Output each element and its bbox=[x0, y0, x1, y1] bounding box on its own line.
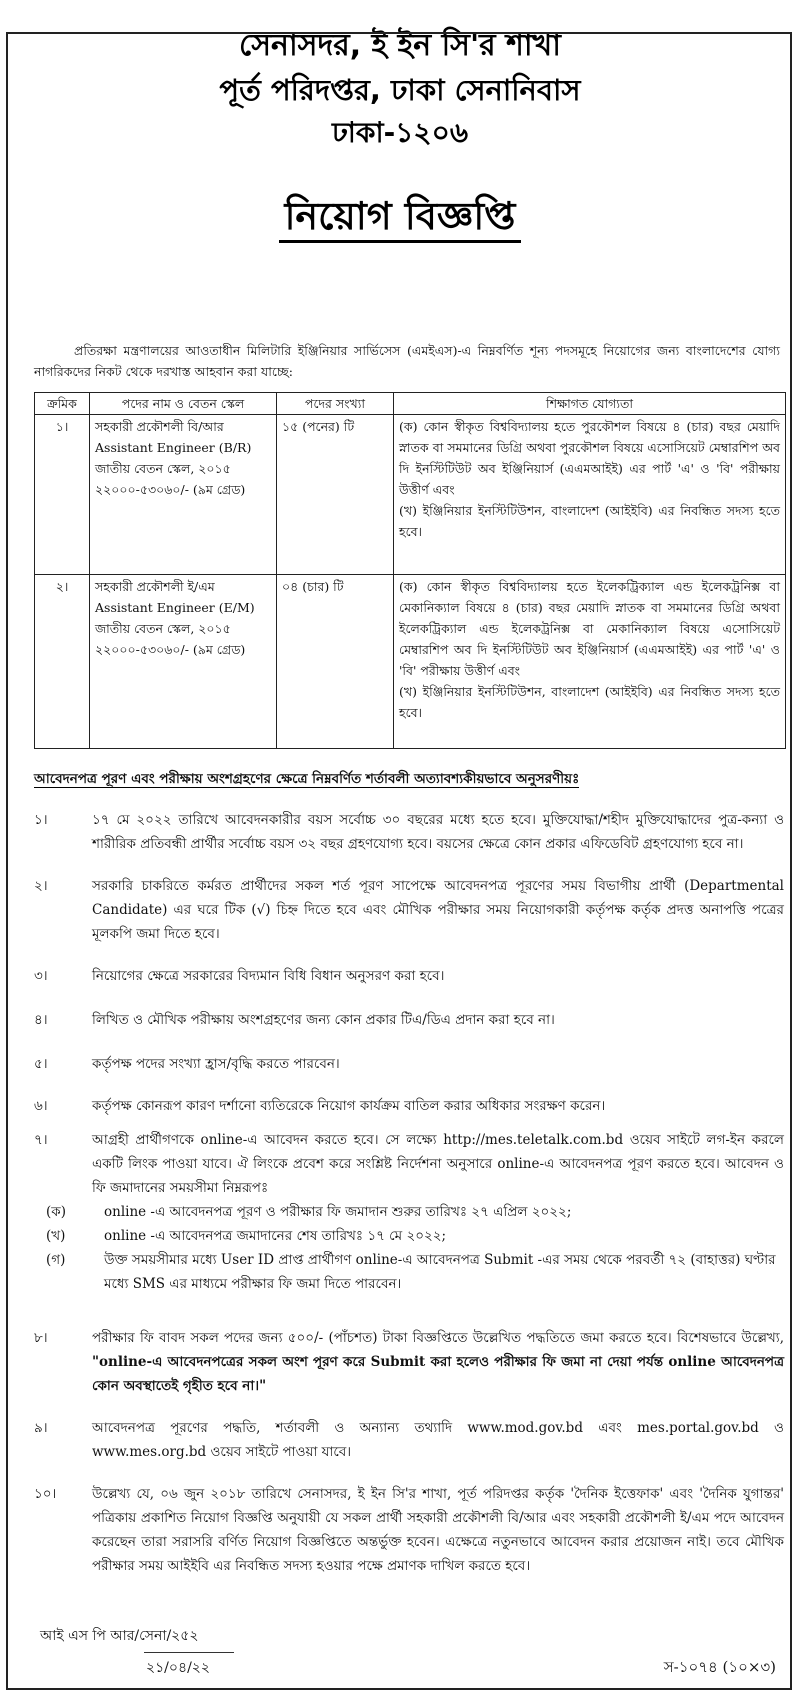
table-row bbox=[35, 415, 786, 575]
sub-item bbox=[34, 1248, 784, 1296]
col-qualification: শিক্ষাগত যোগ্যতা bbox=[394, 393, 786, 415]
qual-a: (ক) কোন স্বীকৃত বিশ্ববিদ্যালয় হতে ইলেকট্রিক্যাল এন্ড ইলেকট্রনিক্স বা মেকানিক্যাল বিষয়ে ৪ (চার) বছর মেয়াদি স্নাতক বা সমমানের ডিগ্রি অথবা ইলেকট্রিক্যাল এন্ড ইলেকট্রনিক্স বা মেকানিক্যাল বিষয়ে এসোসিয়েট মেম্বারশিপ অব দি ইনস্টিটিউট অব ইঞ্জিনিয়ার্স (এএমআইই) এর পার্ট 'এ' ও 'বি' পরীক্ষায় উত্তীর্ণ এবং bbox=[399, 579, 780, 678]
sub-item-label: (গ) bbox=[46, 1252, 66, 1268]
pay-grade: ২২০০০-৫৩০৬০/- (৯ম গ্রেড) bbox=[95, 642, 246, 657]
sub-item-text: online -এ আবেদনপত্র পূরণ ও পরীক্ষার ফি জমাদান শুরুর তারিখঃ ২৭ এপ্রিল ২০২২; bbox=[104, 1204, 572, 1220]
condition-item bbox=[34, 1128, 784, 1296]
publication-code: স-১০৭৪ (১০×৩) bbox=[663, 1658, 776, 1676]
condition-number: ৩। bbox=[34, 968, 48, 984]
post-en: Assistant Engineer (E/M) bbox=[95, 600, 255, 615]
condition-number: ৮। bbox=[34, 1330, 48, 1346]
condition-number: ৬। bbox=[34, 1098, 48, 1114]
condition-number: ১। bbox=[34, 812, 48, 828]
row-post bbox=[90, 415, 277, 575]
post-en: Assistant Engineer (B/R) bbox=[95, 440, 252, 455]
condition-text: লিখিত ও মৌখিক পরীক্ষায় অংশগ্রহণের জন্য কোন প্রকার টিএ/ডিএ প্রদান করা হবে না। bbox=[92, 1012, 555, 1028]
condition-item bbox=[34, 1482, 784, 1578]
condition-item bbox=[34, 874, 784, 946]
condition-text: উল্লেখ্য যে, ০৬ জুন ২০১৮ তারিখে সেনাসদর, ই ইন সি'র শাখা, পূর্ত পরিদপ্তর কর্তৃক 'দৈনিক ইত্তেফাক' এবং 'দৈনিক যুগান্তর' পত্রিকায় প্রকাশিত নিয়োগ বিজ্ঞপ্তি অনুযায়ী যে সকল প্রার্থী সহকারী প্রকৌশলী বি/আর এবং সহকারী প্রকৌশলী ই/এম পদে আবেদন করেছেন তারা সরাসরি বর্ণিত নিয়োগ বিজ্ঞপ্তিতে অন্তর্ভুক্ত হবেন। এক্ষেত্রে নতুনভাবে আবেদন করার প্রয়োজন নাই। তবে মৌখিক পরীক্ষার সময় আইইবি এর নিবন্ধিত সদস্য হওয়ার পক্ষে প্রমাণক দাখিল করতে হবে। bbox=[92, 1486, 784, 1574]
row-serial: ১। bbox=[35, 415, 90, 575]
sub-item-label: (ক) bbox=[46, 1204, 66, 1220]
condition-text: ১৭ মে ২০২২ তারিখে আবেদনকারীর বয়স সর্বোচ্চ ৩০ বছরের মধ্যে হতে হবে। মুক্তিযোদ্ধা/শহীদ মুক্তিযোদ্ধাদের পুত্র-কন্যা ও শারীরিক প্রতিবন্ধী প্রার্থীর সর্বোচ্চ বয়স ৩২ বছর গ্রহণযোগ্য হবে। বয়সের ক্ষেত্রে কোন প্রকার এফিডেবিট গ্রহণযোগ্য হবে না। bbox=[92, 812, 784, 852]
condition-number: ৫। bbox=[34, 1056, 48, 1072]
condition-text: কর্তৃপক্ষ কোনরূপ কারণ দর্শানো ব্যতিরেকে নিয়োগ কার্যক্রম বাতিল করার অধিকার সংরক্ষণ করেন। bbox=[92, 1098, 606, 1114]
col-serial: ক্রমিক bbox=[35, 393, 90, 415]
reference-date: ২১/০৪/২২ bbox=[146, 1660, 211, 1676]
condition-number: ৪। bbox=[34, 1012, 48, 1028]
sub-item-label: (খ) bbox=[46, 1228, 66, 1244]
condition-text: আবেদনপত্র পূরণের পদ্ধতি, শর্তাবলী ও অন্যান্য তথ্যাদি www.mod.gov.bd এবং mes.portal.gov.bd ও www.mes.org.bd ওয়েব সাইটে পাওয়া যাবে। bbox=[92, 1420, 784, 1460]
condition-text: আগ্রহী প্রার্থীগণকে online-এ আবেদন করতে হবে। সে লক্ষ্যে http://mes.teletalk.com.bd ওয়েব সাইটে লগ-ইন করলে একটি লিংক পাওয়া যাবে। ঐ লিংকে প্রবেশ করে সংশ্লিষ্ট নির্দেশনা অনুসারে online-এ আবেদনপত্র পূরণ করতে হবে। আবেদন ও ফি জমাদানের সময়সীমা নিম্নরূপঃ bbox=[92, 1132, 784, 1196]
sub-item bbox=[34, 1200, 784, 1224]
row-qualification bbox=[394, 575, 786, 749]
header-line-1: সেনাসদর, ই ইন সি'র শাখা bbox=[239, 28, 561, 63]
qual-b: (খ) ইঞ্জিনিয়ার ইনস্টিটিউশন, বাংলাদেশ (আইইবি) এর নিবন্ধিত সদস্য হতে হবে। bbox=[399, 684, 780, 720]
condition-text bbox=[92, 1326, 784, 1398]
condition-text-bold: "online-এ আবেদনপত্রের সকল অংশ পূরণ করে Submit করা হলেও পরীক্ষার ফি জমা না দেয়া পর্যন্ত online আবেদনপত্র কোন অবস্থাতেই গৃহীত হবে না।" bbox=[92, 1354, 784, 1394]
row-qualification bbox=[394, 415, 786, 575]
table-header-row bbox=[35, 393, 786, 415]
qual-b: (খ) ইঞ্জিনিয়ার ইনস্টিটিউশন, বাংলাদেশ (আইইবি) এর নিবন্ধিত সদস্য হতে হবে। bbox=[399, 503, 780, 539]
intro-paragraph: প্রতিরক্ষা মন্ত্রণালয়ের আওতাধীন মিলিটারি ইঞ্জিনিয়ার সার্ভিসেস (এমইএস)-এ নিম্নবর্ণিত শূন্য পদসমূহে নিয়োগের জন্য বাংলাদেশের যোগ্য নাগরিকদের নিকট থেকে দরখাস্ত আহবান করা যাচ্ছে: bbox=[34, 343, 780, 379]
col-post: পদের নাম ও বেতন স্কেল bbox=[90, 393, 277, 415]
condition-number: ২। bbox=[34, 878, 48, 894]
condition-text: নিয়োগের ক্ষেত্রে সরকারের বিদ্যমান বিধি বিধান অনুসরণ করা হবে। bbox=[92, 968, 445, 984]
condition-number: ৭। bbox=[34, 1132, 48, 1148]
condition-number: ১০। bbox=[34, 1486, 57, 1502]
reference-number: আই এস পি আর/সেনা/২৫২ bbox=[40, 1628, 199, 1644]
condition-text: সরকারি চাকরিতে কর্মরত প্রার্থীদের সকল শর্ত পূরণ সাপেক্ষে আবেদনপত্র পূরণের সময় বিভাগীয় প্রার্থী (Departmental Candidate) এর ঘরে টিক (√) চিহ্ন দিতে হবে এবং মৌখিক পরীক্ষার সময় নিয়োগকারী কর্তৃপক্ষ কর্তৃক প্রদত্ত অনাপত্তি পত্রের মূলকপি জমা দিতে হবে। bbox=[92, 878, 784, 942]
row-serial: ২। bbox=[35, 575, 90, 749]
condition-number: ৯। bbox=[34, 1420, 48, 1436]
condition-item bbox=[34, 964, 784, 988]
row-post bbox=[90, 575, 277, 749]
header-line-3: ঢাকা-১২০৬ bbox=[331, 116, 469, 149]
condition-item bbox=[34, 808, 784, 856]
condition-item bbox=[34, 1416, 784, 1464]
pay-grade: ২২০০০-৫৩০৬০/- (৯ম গ্রেড) bbox=[95, 482, 246, 497]
notice-title: নিয়োগ বিজ্ঞপ্তি bbox=[0, 190, 800, 242]
header-line-2: পূর্ত পরিদপ্তর, ঢাকা সেনানিবাস bbox=[219, 73, 581, 107]
condition-item bbox=[34, 1008, 784, 1032]
pay-scale: জাতীয় বেতন স্কেল, ২০১৫ bbox=[95, 461, 231, 476]
row-count: ০৪ (চার) টি bbox=[277, 575, 394, 749]
conditions-title: আবেদনপত্র পূরণ এবং পরীক্ষায় অংশগ্রহণের ক্ষেত্রে নিম্নবর্ণিত শর্তাবলী অত্যাবশ্যকীয়ভাবে অনুসরণীয়ঃ bbox=[34, 771, 580, 787]
sub-item bbox=[34, 1224, 784, 1248]
condition-text-normal: পরীক্ষার ফি বাবদ সকল পদের জন্য ৫০০/- (পাঁচশত) টাকা বিজ্ঞপ্তিতে উল্লেখিত পদ্ধতিতে জমা করতে হবে। বিশেষভাবে উল্লেখ্য, bbox=[92, 1330, 784, 1346]
sub-item-text: উক্ত সময়সীমার মধ্যে User ID প্রাপ্ত প্রার্থীগণ online-এ আবেদনপত্র Submit -এর সময় থেকে পরবর্তী ৭২ (বাহাত্তর) ঘণ্টার মধ্যে SMS এর মাধ্যমে পরীক্ষার ফি জমা দিতে পারবেন। bbox=[104, 1252, 776, 1292]
post-bn: সহকারী প্রকৌশলী ই/এম bbox=[95, 579, 215, 594]
sub-item-text: online -এ আবেদনপত্র জমাদানের শেষ তারিখঃ ১৭ মে ২০২২; bbox=[104, 1228, 447, 1244]
posts-table bbox=[34, 392, 786, 749]
post-bn: সহকারী প্রকৌশলী বি/আর bbox=[95, 419, 224, 434]
reference-underline bbox=[144, 1652, 234, 1653]
condition-text: কর্তৃপক্ষ পদের সংখ্যা হ্রাস/বৃদ্ধি করতে পারবেন। bbox=[92, 1056, 340, 1072]
condition-item bbox=[34, 1326, 784, 1398]
table-row bbox=[35, 575, 786, 749]
col-count: পদের সংখ্যা bbox=[277, 393, 394, 415]
pay-scale: জাতীয় বেতন স্কেল, ২০১৫ bbox=[95, 621, 231, 636]
row-count: ১৫ (পনের) টি bbox=[277, 415, 394, 575]
condition-item bbox=[34, 1094, 784, 1118]
condition-item bbox=[34, 1052, 784, 1076]
qual-a: (ক) কোন স্বীকৃত বিশ্ববিদ্যালয় হতে পুরকৌশল বিষয়ে ৪ (চার) বছর মেয়াদি স্নাতক বা সমমানের ডিগ্রি অথবা পুরকৌশল বিষয়ে এসোসিয়েট মেম্বারশিপ অব দি ইনস্টিটিউট অব ইঞ্জিনিয়ার্স (এএমআইই) এর পার্ট 'এ' ও 'বি' পরীক্ষায় উত্তীর্ণ এবং bbox=[399, 419, 780, 497]
